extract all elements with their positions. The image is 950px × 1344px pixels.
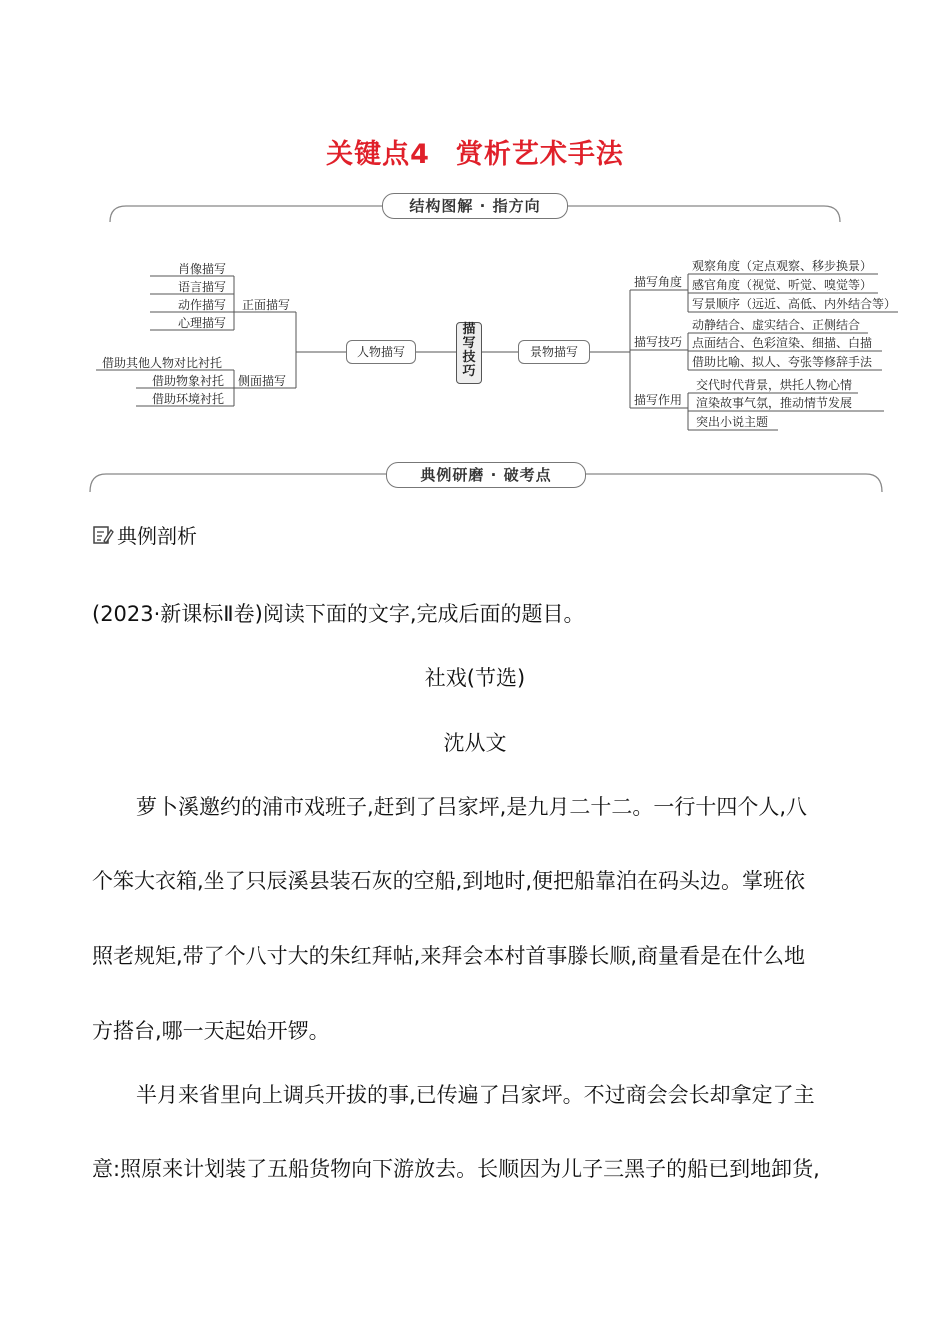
leaf-objects: 借助物象衬托 — [152, 374, 225, 388]
passage-line: 个笨大衣箱,坐了只辰溪县装石灰的空船,到地时,便把船靠泊在码头边。掌班依 — [92, 869, 806, 893]
group-technique: 描写技巧 — [634, 335, 683, 349]
passage-title: 社戏(节选) — [424, 666, 526, 690]
title-key: 关键点4 — [326, 139, 430, 170]
group-effect: 描写作用 — [634, 393, 683, 407]
passage-line: 半月来省里向上调兵开拔的事,已传遍了吕家坪。不过商会会长却拿定了主 — [136, 1083, 815, 1107]
group-angle: 描写角度 — [634, 275, 683, 289]
leaf-motion: 动静结合、虚实结合、正侧结合 — [692, 318, 861, 332]
leaf-action: 动作描写 — [178, 298, 227, 312]
banner-examples: 典例研磨 · 破考点 — [386, 462, 586, 488]
leaf-theme: 突出小说主题 — [696, 415, 769, 429]
leaf-portrait: 肖像描写 — [178, 262, 227, 276]
leaf-contrast-others: 借助其他人物对比衬托 — [102, 356, 223, 370]
section-head — [92, 520, 197, 549]
passage-line: 萝卜溪邀约的浦市戏班子,赶到了吕家坪,是九月二十二。一行十四个人,八 — [136, 795, 808, 819]
leaf-senses: 感官角度（视觉、听觉、嗅觉等） — [692, 278, 873, 292]
intro-text: (2023·新课标Ⅱ卷)阅读下面的文字,完成后面的题目。 — [92, 602, 585, 626]
center-node: 描 写 技 巧 — [456, 322, 482, 384]
leaf-speech: 语言描写 — [178, 280, 227, 294]
leaf-observe: 观察角度（定点观察、移步换景） — [692, 259, 873, 273]
leaf-rhetoric: 借助比喻、拟人、夸张等修辞手法 — [692, 355, 873, 369]
passage-line: 方搭台,哪一天起始开锣。 — [92, 1019, 330, 1043]
leaf-psychology: 心理描写 — [178, 316, 227, 330]
edit-note-icon — [92, 524, 114, 546]
group-direct: 正面描写 — [242, 298, 291, 312]
title-name: 赏析艺术手法 — [455, 139, 624, 170]
group-indirect: 侧面描写 — [238, 374, 287, 388]
section-label: 典例剖析 — [117, 524, 197, 548]
leaf-order: 写景顺序（远近、高低、内外结合等） — [692, 297, 897, 311]
branch-scenery: 景物描写 — [518, 340, 590, 364]
leaf-background: 交代时代背景，烘托人物心情 — [696, 378, 853, 392]
passage-line: 照老规矩,带了个八寸大的朱红拜帖,来拜会本村首事滕长顺,商量看是在什么地 — [92, 944, 806, 968]
leaf-atmosphere: 渲染故事气氛，推动情节发展 — [696, 396, 853, 410]
passage-author: 沈从文 — [443, 731, 507, 755]
branch-character: 人物描写 — [346, 340, 416, 364]
banner-structure: 结构图解 · 指方向 — [382, 193, 568, 219]
leaf-environment: 借助环境衬托 — [152, 392, 225, 406]
passage-line: 意:照原来计划装了五船货物向下游放去。长顺因为儿子三黑子的船已到地卸货, — [92, 1157, 820, 1181]
leaf-point-area: 点面结合、色彩渲染、细描、白描 — [692, 336, 873, 350]
